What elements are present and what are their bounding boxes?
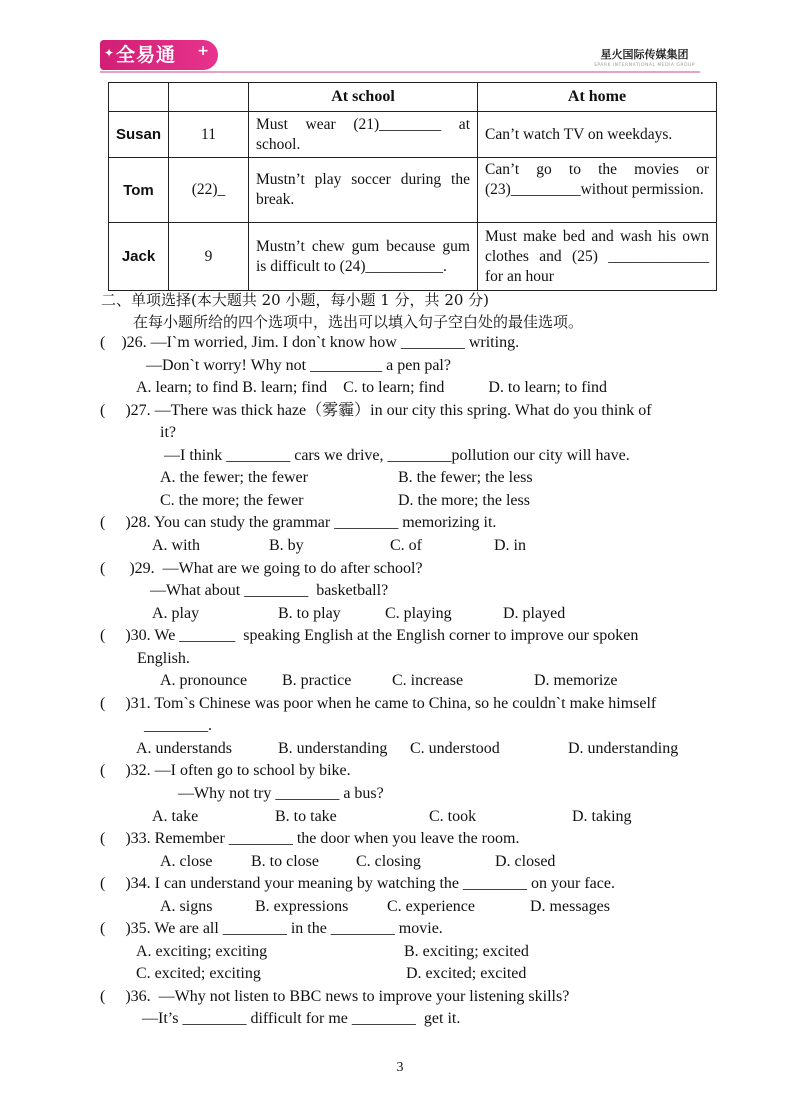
- option-c: C. playing: [385, 605, 452, 622]
- option-d: D. excited; excited: [406, 965, 527, 982]
- question-29-stem: ( )29. —What are we going to do after school?: [100, 560, 423, 577]
- rules-table: [108, 82, 717, 291]
- table-header-row: [109, 83, 717, 112]
- question-28-stem: ( )28. You can study the grammar ________ memorizing it.: [100, 514, 497, 531]
- option-b: B. to take: [275, 808, 337, 825]
- question-32-stem: ( )32. —I often go to school by bike.: [100, 762, 351, 779]
- age-cell: 11: [169, 112, 249, 158]
- brand-logo: [100, 40, 218, 70]
- option-b: B. understanding: [278, 740, 388, 757]
- home-rule-cell: [478, 158, 717, 223]
- publisher-name-en: SPARK INTERNATIONAL MEDIA GROUP: [594, 63, 696, 68]
- option-a: A. understands: [136, 740, 232, 757]
- page-header: [0, 0, 800, 78]
- question-27-stem-cont: it?: [160, 424, 176, 441]
- option-c: C. took: [429, 808, 477, 825]
- option-a: A. close: [160, 853, 213, 870]
- question-30-stem: ( )30. We _______ speaking English at the English corner to improve our spoken: [100, 627, 639, 644]
- option-c: C. understood: [410, 740, 500, 757]
- plus-icon: +: [197, 43, 210, 59]
- option-b: B. exciting; excited: [404, 943, 529, 960]
- table-row: [109, 158, 717, 223]
- question-29-reply: —What about ________ basketball?: [150, 582, 389, 599]
- question-31-stem: ( )31. Tom`s Chinese was poor when he came to China, so he couldn`t make himself: [100, 695, 657, 712]
- option-d: D. understanding: [568, 740, 679, 757]
- option-a: A. exciting; exciting: [136, 943, 268, 960]
- option-a: A. take: [152, 808, 199, 825]
- question-32-reply: —Why not try ________ a bus?: [178, 785, 384, 802]
- question-26-stem: ( )26. —I`m worried, Jim. I don`t know how ________ writing.: [100, 334, 520, 351]
- option-d: D. memorize: [534, 672, 618, 689]
- question-35-stem: ( )35. We are all ________ in the ________ movie.: [100, 920, 443, 937]
- option-c: C. the more; the fewer: [160, 492, 304, 509]
- question-30-stem-cont: English.: [137, 650, 190, 667]
- option-d: D. closed: [495, 853, 556, 870]
- question-36-stem: ( )36. —Why not listen to BBC news to improve your listening skills?: [100, 988, 570, 1005]
- option-b: B. to play: [278, 605, 341, 622]
- name-cell: Jack: [109, 223, 169, 291]
- option-c: C. of: [390, 537, 422, 554]
- table-header-home: At home: [478, 83, 717, 112]
- option-c: C. closing: [356, 853, 421, 870]
- age-cell: (22)_: [169, 158, 249, 223]
- option-a: A. play: [152, 605, 200, 622]
- option-a: A. the fewer; the fewer: [160, 469, 308, 486]
- section-title: 二、单项选择(本大题共 20 小题，每小题 1 分，共 20 分): [101, 291, 490, 309]
- page-number: 3: [396, 1060, 404, 1075]
- option-b: B. practice: [282, 672, 352, 689]
- question-27-reply: —I think ________ cars we drive, ________pollution our city will have.: [164, 447, 630, 464]
- home-rule-cell: Must make bed and wash his own clothes and (25) _____________ for an hour: [478, 223, 717, 291]
- option-a: A. pronounce: [160, 672, 248, 689]
- option-d: D. played: [503, 605, 566, 622]
- table-row: [109, 112, 717, 158]
- option-d: D. in: [494, 537, 526, 554]
- option-d: D. the more; the less: [398, 492, 530, 509]
- school-rule-cell: Must wear (21)________ at school.: [249, 112, 478, 158]
- name-cell: Susan: [109, 112, 169, 158]
- section-instruction: 在每小题所给的四个选项中，选出可以填入句子空白处的最佳选项。: [133, 313, 584, 331]
- name-cell: Tom: [109, 158, 169, 223]
- table-header-school: At school: [249, 83, 478, 112]
- table-header-blank: [109, 83, 169, 112]
- table-row: [109, 223, 717, 291]
- question-31-stem-cont: ________.: [144, 717, 212, 734]
- option-c: C. experience: [387, 898, 475, 915]
- publisher-brand: [594, 46, 695, 68]
- option-a: A. with: [152, 537, 200, 554]
- option-b: B. the fewer; the less: [398, 469, 533, 486]
- home-rule-cell: Can’t watch TV on weekdays.: [478, 112, 717, 158]
- option-b: B. by: [269, 537, 304, 554]
- option-c: C. excited; exciting: [136, 965, 261, 982]
- question-27-stem: ( )27. —There was thick haze（雾霾）in our city this spring. What do you think of: [100, 402, 652, 419]
- option-d: D. messages: [530, 898, 610, 915]
- question-26-options: A. learn; to find B. learn; find C. to learn; find D. to learn; to find: [136, 379, 608, 396]
- question-36-reply: —It’s ________ difficult for me ________ get it.: [142, 1010, 461, 1027]
- option-b: B. expressions: [255, 898, 349, 915]
- question-34-stem: ( )34. I can understand your meaning by watching the ________ on your face.: [100, 875, 615, 892]
- sparkle-icon: ✦: [104, 46, 116, 60]
- logo-text: 全易通: [116, 44, 177, 66]
- question-33-stem: ( )33. Remember ________ the door when you leave the room.: [100, 830, 520, 847]
- question-26-reply: —Don`t worry! Why not _________ a pen pal?: [146, 357, 451, 374]
- age-cell: 9: [169, 223, 249, 291]
- table-header-blank: [169, 83, 249, 112]
- school-rule-cell: Mustn’t play soccer during the break.: [249, 158, 478, 223]
- option-b: B. to close: [251, 853, 319, 870]
- option-a: A. signs: [160, 898, 213, 915]
- header-divider: [100, 71, 700, 73]
- school-rule-cell: Mustn’t chew gum because gum is difficult to (24)__________.: [249, 223, 478, 291]
- home-rule-text: Can’t go to the movies or (23)_________without permission.: [485, 161, 709, 198]
- publisher-name-cn: 星火国际传媒集团: [600, 48, 689, 61]
- option-c: C. increase: [392, 672, 464, 689]
- option-d: D. taking: [572, 808, 632, 825]
